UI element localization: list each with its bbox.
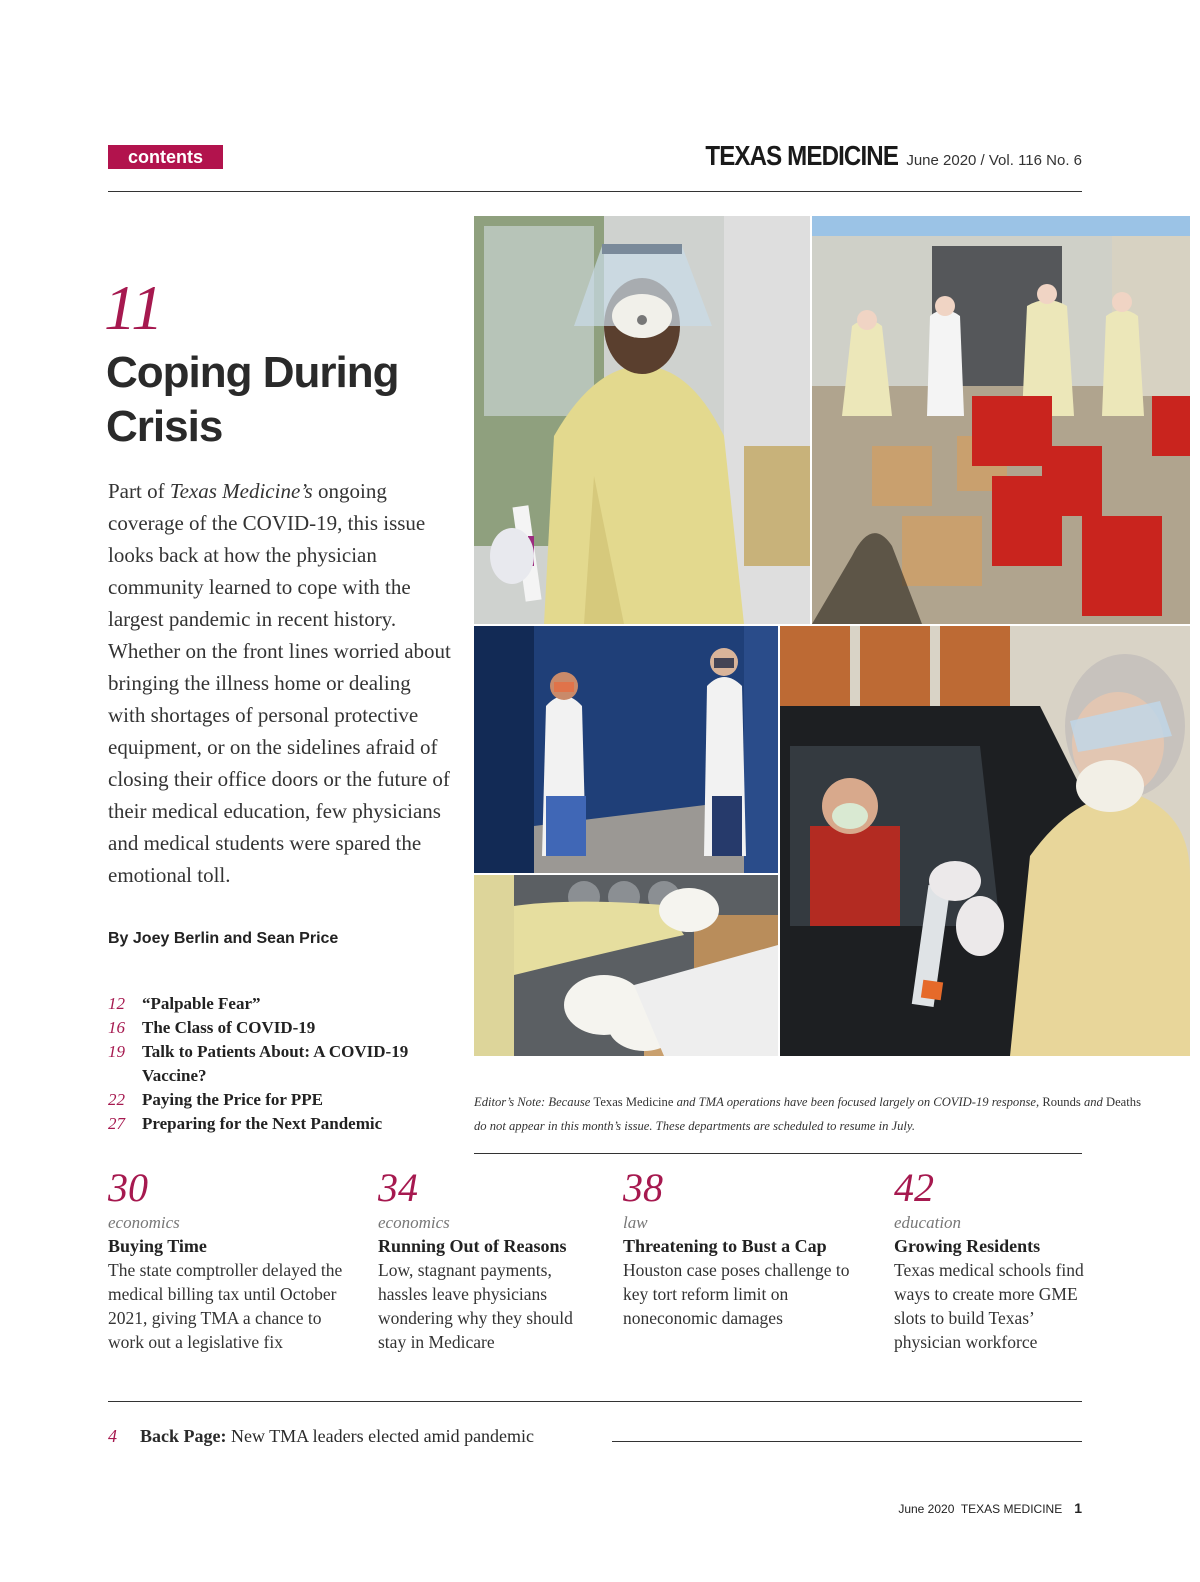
sub-article[interactable]: 19 Talk to Patients About: A COVID-19 Vaccine? [108, 1042, 409, 1085]
sub-article[interactable]: 16 The Class of COVID-19 [108, 1018, 316, 1037]
magazine-title: TEXAS MEDICINE [705, 140, 899, 171]
sub-article-list [108, 992, 448, 1136]
department-entry[interactable] [108, 1166, 358, 1354]
department-title: Threatening to Bust a Cap [623, 1236, 827, 1256]
photo-drive-thru-testing [780, 626, 1190, 1056]
department-entry[interactable] [378, 1166, 603, 1354]
department-page-number: 30 [108, 1165, 148, 1210]
lead-title[interactable]: Coping During Crisis [106, 348, 399, 451]
department-page-number: 42 [894, 1165, 934, 1210]
photo-testing-site-containers [812, 216, 1190, 624]
department-page-number: 38 [623, 1165, 663, 1210]
department-category: economics [378, 1213, 450, 1232]
department-description: The state comptroller delayed the medical billing tax until October 2021, giving TMA a chance to work out a legislative fix [108, 1260, 343, 1352]
editors-note: Editor’s Note: Because Texas Medicine and TMA operations have been focused largely on COVID-19 response, Rounds and Deaths do not appear in this month’s issue. These departments are scheduled to resume in July. [474, 1095, 1141, 1133]
department-entry[interactable] [894, 1166, 1094, 1354]
department-title: Running Out of Reasons [378, 1236, 567, 1256]
sub-article[interactable]: 22 Paying the Price for PPE [108, 1090, 323, 1109]
department-description: Low, stagnant payments, hassles leave physicians wondering why they should stay in Medicare [378, 1260, 573, 1352]
department-category: education [894, 1213, 962, 1232]
department-title: Buying Time [108, 1236, 207, 1256]
photo-students-white-coats [474, 626, 778, 873]
lead-byline: By Joey Berlin and Sean Price [108, 930, 339, 947]
photo-n95-masks-shelf [474, 875, 778, 1056]
back-page-entry[interactable] [108, 1426, 534, 1447]
masthead [674, 140, 1082, 172]
department-category: economics [108, 1213, 180, 1232]
back-page-rule [612, 1441, 1082, 1442]
header-divider [108, 191, 1082, 192]
issue-info: June 2020 / Vol. 116 No. 6 [906, 152, 1082, 169]
departments-bottom-divider [108, 1401, 1082, 1402]
department-entry[interactable] [623, 1166, 863, 1330]
page-number: 1 [1074, 1500, 1082, 1516]
page-footer: June 2020 TEXAS MEDICINE 1 [898, 1500, 1082, 1516]
back-page-number: 4 [108, 1426, 117, 1446]
section-badge: contents [108, 145, 223, 169]
department-title: Growing Residents [894, 1236, 1041, 1256]
department-description: Houston case poses challenge to key tort reform limit on noneconomic damages [623, 1260, 850, 1328]
sub-article[interactable]: 12 “Palpable Fear” [108, 994, 261, 1013]
back-page-text: New TMA leaders elected amid pandemic [230, 1426, 535, 1446]
departments-top-divider [474, 1153, 1082, 1154]
lead-page-number[interactable]: 11 [104, 272, 164, 343]
lead-description: Part of Texas Medicine’s ongoing coverage of the COVID-19, this issue looks back at how the physician community learned to cope with the largest pandemic in recent history. Whether on the front lines worried about bringing the illness home or dealing with shortages of personal protective equipment, or on the sidelines afraid of closing their office doors or the future of their medical education, few physicians and medical students were spared the emotional toll. [108, 479, 451, 887]
department-category: law [623, 1213, 648, 1232]
department-description: Texas medical schools find ways to create more GME slots to build Texas’ physician workforce [894, 1260, 1084, 1352]
back-page-label: Back Page: [140, 1426, 227, 1446]
photo-face-shield-swab [474, 216, 810, 624]
sub-article[interactable]: 27 Preparing for the Next Pandemic [108, 1114, 383, 1133]
department-page-number: 34 [378, 1165, 418, 1210]
